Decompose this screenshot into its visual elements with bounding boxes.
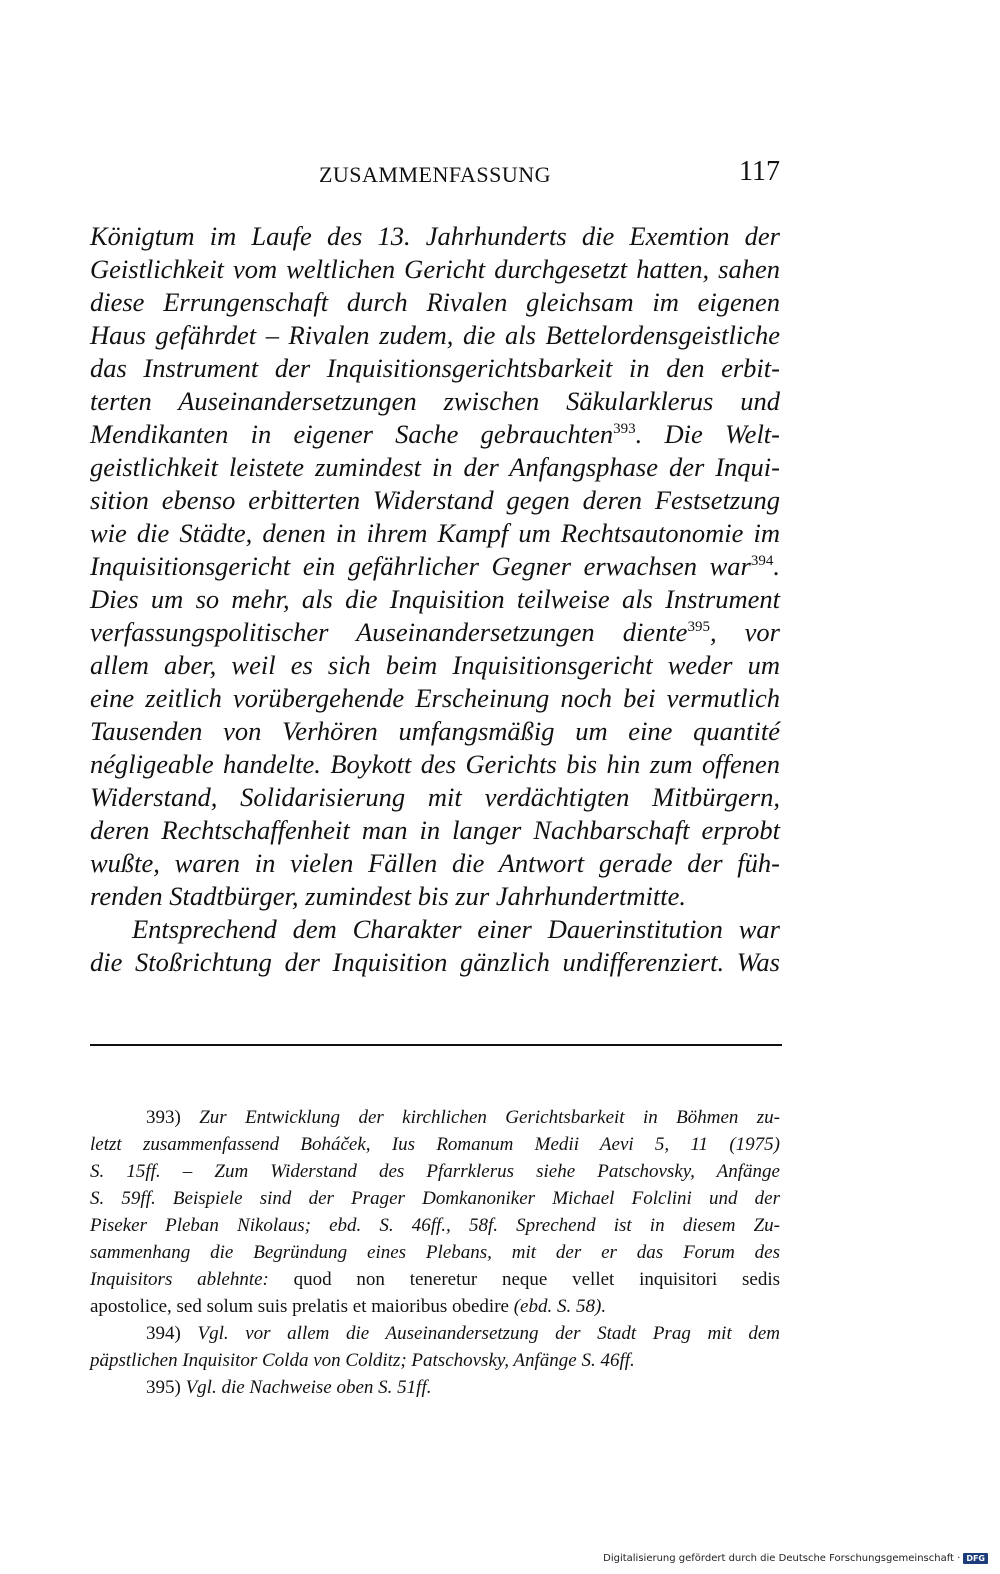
main-text [90,220,780,979]
footnote-line: päpstlichen Inquisitor Colda von Colditz; Patschovsky, Anfänge S. 46ff. [90,1350,635,1371]
text-line: Königtum im Laufe des 13. Jahrhunderts die Exemtion der [90,221,780,251]
footnote-line: S. 59ff. Beispiele sind der Prager Domkanoniker Michael Folclini und der [90,1188,780,1209]
text-segment: . Die Welt- [635,419,780,449]
text-segment: verfassungspolitischer Auseinandersetzungen diente [90,617,688,647]
footnote-number: 394) [146,1323,181,1344]
footnote-line [90,1293,780,1320]
text-line: Entsprechend dem Charakter einer Dauerinstitution war [132,914,780,944]
text-segment: . [773,551,780,581]
text-line: renden Stadtbürger, zumindest bis zur Jahrhundertmitte. [90,881,686,911]
text-line: négligeable handelte. Boykott des Gerichts bis hin zum offenen [90,749,780,779]
footnote-line: sammenhang die Begründung eines Plebans, mit der er das Forum des [90,1242,780,1263]
text-segment: Mendikanten in eigener Sache gebrauchten [90,419,614,449]
running-head [90,156,780,196]
text-line: Widerstand, Solidarisierung mit verdächtigten Mitbürgern, [90,782,780,812]
text-line: deren Rechtschaffenheit man in langer Nachbarschaft erprobt [90,815,780,845]
footnote-text: Vgl. die Nachweise oben S. 51ff. [185,1377,432,1398]
footnote-line [90,1266,780,1293]
text-line: Dies um so mehr, als die Inquisition teilweise als Instrument [90,584,780,614]
credit-text: Digitalisierung gefördert durch die Deutsche Forschungsgemeinschaft · [603,1553,961,1564]
text-line: die Stoßrichtung der Inquisition gänzlich undifferenziert. Was [90,947,780,977]
text-line: geistlichkeit leistete zumindest in der Anfangsphase der Inqui- [90,452,780,482]
text-line: Geistlichkeit vom weltlichen Gericht durchgesetzt hatten, sahen [90,254,780,284]
text-line: wußte, waren in vielen Fällen die Antwort gerade der füh- [90,848,780,878]
text-line: wie die Städte, denen in ihrem Kampf um Rechtsautonomie im [90,518,780,548]
text-line: Tausenden von Verhören umfangsmäßig um eine quantité [90,716,780,746]
text-line [90,550,780,583]
text-line: das Instrument der Inquisitionsgerichtsbarkeit in den erbit- [90,353,780,383]
text-line [90,616,780,649]
latin-quote: apostolice, sed solum suis prelatis et maioribus obedire [90,1296,509,1317]
text-line: sition ebenso erbitterten Widerstand gegen deren Festsetzung [90,485,780,515]
text-segment: Inquisitionsgericht ein gefährlicher Gegner erwachsen war [90,551,751,581]
footnote-separator [90,1044,782,1046]
footnote-text: Zur Entwicklung der kirchlichen Gerichtsbarkeit in Böhmen zu- [199,1107,780,1128]
text-line: allem aber, weil es sich beim Inquisitionsgericht weder um [90,650,780,680]
text-line: eine zeitlich vorübergehende Erscheinung noch bei vermutlich [90,683,780,713]
footnote-number: 393) [146,1107,181,1128]
footnote-ref: 394 [750,553,774,569]
text-segment: , vor [709,617,780,647]
digitization-credit [603,1553,988,1564]
footnote-line: S. 15ff. – Zum Widerstand des Pfarrklerus siehe Patschovsky, Anfänge [90,1161,780,1182]
running-title: ZUSAMMENFASSUNG [318,162,552,187]
text-line: diese Errungenschaft durch Rivalen gleichsam im eigenen [90,287,780,317]
dfg-logo: DFG [963,1553,988,1564]
footnote-395 [90,1374,780,1401]
text-line: terten Auseinandersetzungen zwischen Säkularklerus und [90,386,780,416]
latin-quote: quod non teneretur neque vellet inquisitori sedis [293,1269,780,1290]
footnote-line: letzt zusammenfassend Boháček, Ius Romanum Medii Aevi 5, 11 (1975) [90,1134,780,1155]
footnote-number: 395) [146,1377,181,1398]
text-line [90,418,780,451]
text-line: Haus gefährdet – Rivalen zudem, die als Bettelordensgeistliche [90,320,780,350]
footnote-text: Inquisitors ablehnte: [90,1269,269,1290]
footnote-ref: 393 [613,421,636,437]
footnote-393 [90,1104,780,1131]
page-number: 117 [739,156,780,187]
footnotes [90,1104,780,1401]
footnote-text: (ebd. S. 58). [513,1296,607,1317]
footnote-text: Vgl. vor allem die Auseinandersetzung der Stadt Prag mit dem [197,1323,781,1344]
footnote-394 [90,1320,780,1347]
footnote-ref: 395 [687,619,710,635]
footnote-line: Piseker Pleban Nikolaus; ebd. S. 46ff., 58f. Sprechend ist in diesem Zu- [90,1215,780,1236]
